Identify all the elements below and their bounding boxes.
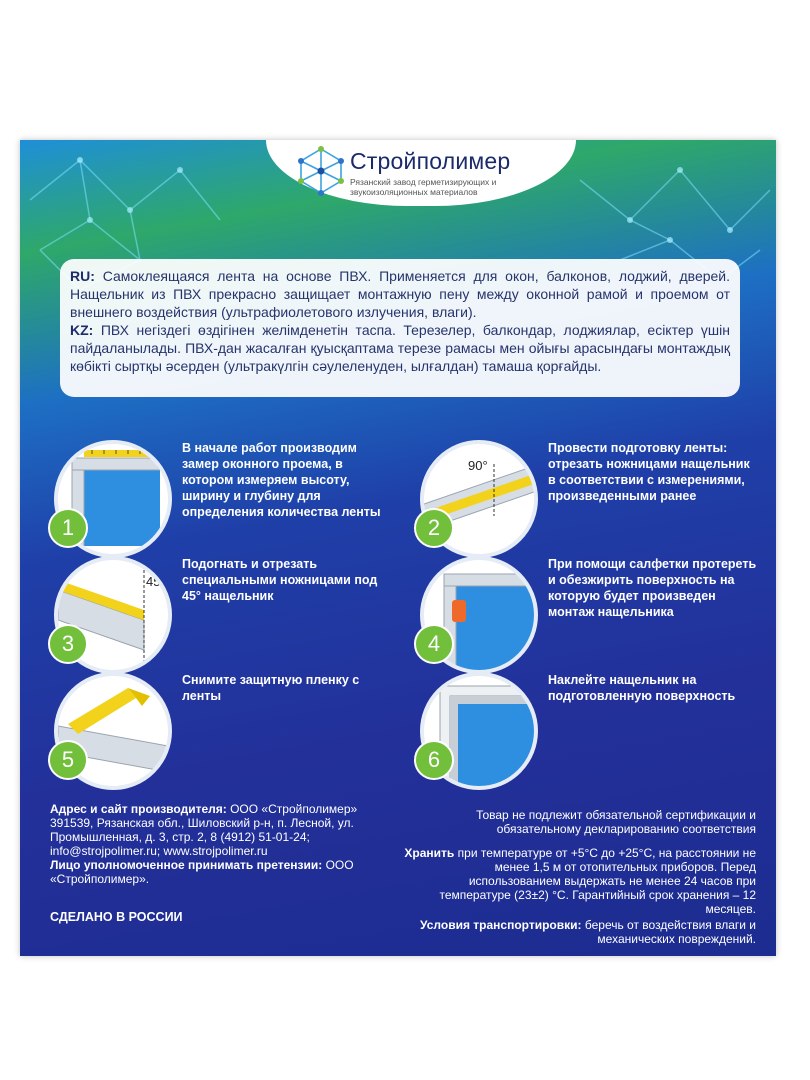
ru-description: Самоклеящаяся лента на основе ПВХ. Применяется для окон, балконов, лоджий, дверей. Нащельник из ПВХ прекрасно защищает монтажную пену между оконной рамой и проемом от внешнего воздействия (ультрафиолетового излучения, влаги). xyxy=(70,268,731,320)
made-in-russia: СДЕЛАНО В РОССИИ xyxy=(50,910,183,924)
instruction-step-1 xyxy=(54,440,394,558)
brand-logo-area xyxy=(266,140,576,206)
claims-text: ООО «Стройполимер». xyxy=(50,858,354,886)
storage-info xyxy=(400,846,756,916)
storage-label: Хранить xyxy=(404,846,455,860)
step-6-text: Наклейте нащельник на подготовленную поверхность xyxy=(548,673,736,703)
address-label: Адрес и сайт производителя: xyxy=(50,802,227,816)
transport-label: Условия транспортировки: xyxy=(420,918,582,932)
step-number-badge: 3 xyxy=(48,624,88,664)
step-number-badge: 2 xyxy=(414,508,454,548)
step-3-text: Подогнать и отрезать специальными ножницами под 45° нащельник xyxy=(182,557,378,603)
molecule-logo-icon xyxy=(296,145,346,197)
instruction-step-6 xyxy=(420,672,760,790)
storage-text: при температуре от +5°С до +25°С, на расстоянии не менее 1,5 м от отопительных приборов. Перед использованием выдержать не менее 24 часов при температуре (23±2) °С. Гарантийный срок хранения – 12 месяцев. xyxy=(439,846,756,916)
certification-note: Товар не подлежит обязательной сертификации и обязательному декларированию соответствия xyxy=(476,808,756,836)
step-number-badge: 1 xyxy=(48,508,88,548)
instruction-step-4 xyxy=(420,556,760,674)
brand-subtitle: Рязанский завод герметизирующих и звукоизоляционных материалов xyxy=(350,177,497,197)
transport-info xyxy=(400,918,756,946)
step-1-text: В начале работ производим замер оконного проема, в котором измеряем высоту, ширину и глубину для определения количества ленты xyxy=(182,441,381,519)
brand-name: Стройполимер xyxy=(350,148,511,174)
step-number-badge: 6 xyxy=(414,740,454,780)
kz-label: KZ: xyxy=(70,322,94,338)
instruction-step-3 xyxy=(54,556,394,674)
packaging-panel xyxy=(20,140,776,956)
instruction-step-2 xyxy=(420,440,760,558)
step-4-text: При помощи салфетки протереть и обезжирить поверхность на которую будет произведен монтаж нащельника xyxy=(548,557,757,619)
kz-description: ПВХ негіздегі өздігінен желімденетін таспа. Терезелер, балкондар, лоджиялар, есіктер үшін пайдаланылады. ПВХ-дан жасалған қуысқаптама терезе рамасы мен ойығы арасындағы монтаждық көбікті сыртқы әсерден (ультракүлгін сәулеленуден, ылғалдан) тамаша қорғайды. xyxy=(70,322,731,374)
step-5-text: Снимите защитную пленку с ленты xyxy=(182,673,360,703)
address-text: ООО «Стройполимер» 391539, Рязанская обл., Шиловский р-н, п. Лесной, ул. Промышленная, д. 3, стр. 2, 8 (4912) 51-01-24; info@strojpolimer.ru; www.strojpolimer.ru xyxy=(50,802,358,858)
product-description-box xyxy=(60,259,740,397)
instruction-step-5 xyxy=(54,672,394,790)
step-number-badge: 4 xyxy=(414,624,454,664)
claims-label: Лицо уполномоченное принимать претензии: xyxy=(50,858,323,872)
ru-label: RU: xyxy=(70,268,95,284)
transport-text: беречь от воздействия влаги и механических повреждений. xyxy=(584,918,756,946)
angle-45-label: 45° xyxy=(146,574,166,589)
step-2-text: Провести подготовку ленты: отрезать ножницами нащельник в соответствии с измерениями, произведенными ранее xyxy=(548,441,750,503)
step-number-badge: 5 xyxy=(48,740,88,780)
angle-90-label: 90° xyxy=(468,458,488,473)
manufacturer-info xyxy=(50,802,370,886)
